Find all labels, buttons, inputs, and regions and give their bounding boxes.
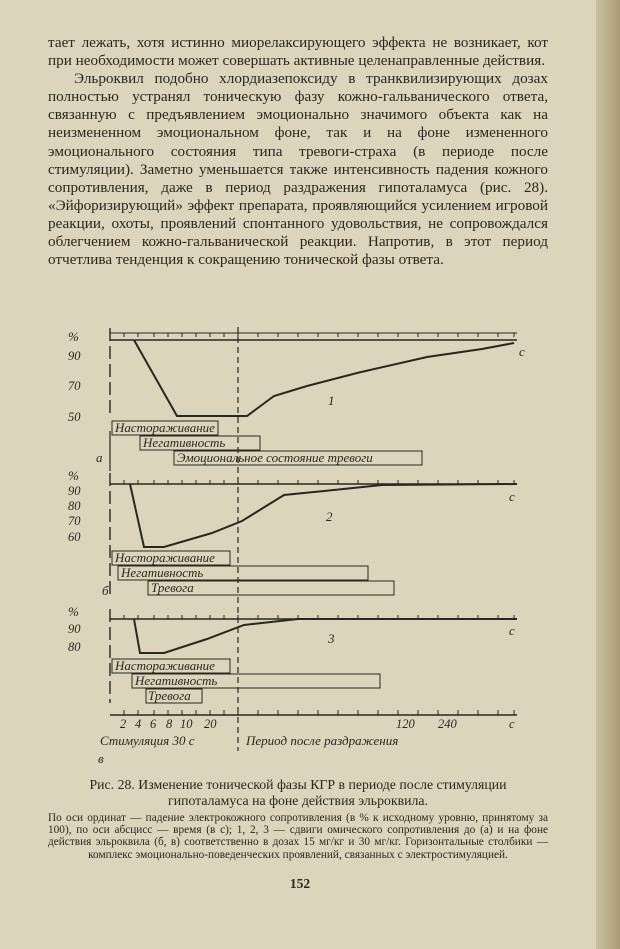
book-spine-edge [596, 0, 620, 949]
curve-2 [130, 484, 517, 547]
figure-legend: По оси ординат — падение электрокожного сопротивления (в % к исходному уровню, принятому за 100), по оси абсцисс — время (в с); 1, 2, 3 — сдвиги омического сопротивления до (а) и на фоне действия эльроквила (б, в) соответственно в дозах 15 мг/кг и 30 мг/кг. Горизонтальные столбики — комплекс эмоционально-поведенческих проявлений, связанных с электростимуляцией. [48, 812, 548, 861]
panel-b-ytick-80: 80 [68, 499, 81, 513]
panel-c [68, 604, 517, 703]
panel-b-bar-3-label: Тревога [151, 580, 194, 595]
time-axis-ticks [124, 710, 514, 715]
panel-b-end-label: c [509, 489, 515, 504]
panel-b-bar-2-label: Негативность [121, 565, 204, 580]
figure-caption: Рис. 28. Изменение тонической фазы КГР в периоде после стимуляции гипоталамуса на фоне действия эльроквила. [89, 777, 507, 808]
paragraph-2: Эльроквил подобно хлордиазепоксиду в транквилизирующих дозах полностью устранял тоническую фазу кожно-гальванического ответа, связанную с предъявлением эмоционально значимого объекта как на неизмененном эмоциональном фоне, так и на фоне измененного эмоционального состояния типа тревоги-страха (в периоде после стимуляции). Заметно уменьшается также интенсивность падения кожного сопротивления, даже в период раздражения гипоталамуса (рис. 28). «Эйфоризирующий» эффект препарата, проявляющийся усилением игровой реакции, охоты, проявлений спонтанного удовольствия, не сопровождался облегчением кожно-гальванической реакции. Напротив, в этот период отчетлива тенденция к сокращению тонической фазы ответа. [48, 70, 548, 269]
panel-a-end-label: c [519, 344, 525, 359]
panel-a-ytick-50: 50 [68, 410, 81, 424]
panel-c-end-label: c [509, 623, 515, 638]
panel-a-ytick-70: 70 [68, 379, 81, 393]
panel-a-bar-2-label: Негативность [143, 435, 226, 450]
panel-a-bar-3-label: Эмоциональное состояние тревоги [177, 450, 373, 465]
time-tick-2: 2 [120, 717, 127, 731]
body-text [48, 34, 548, 269]
panel-b-unit: % [68, 468, 79, 483]
curve-3 [134, 619, 517, 653]
panel-a-time-ticks [124, 333, 514, 337]
panel-c-letter: в [98, 751, 104, 766]
panel-c-bar-1-label: Настораживание [115, 658, 215, 673]
panel-b-ytick-90: 90 [68, 484, 81, 498]
panel-b-letter: б [102, 583, 109, 598]
panel-a-letter: а [96, 450, 103, 465]
figure-28 [62, 323, 532, 768]
curve-1 [134, 340, 514, 416]
panel-b-ytick-70: 70 [68, 514, 81, 528]
time-tick-4: 4 [135, 717, 142, 731]
time-tick-120: 120 [396, 717, 415, 731]
time-tick-6: 6 [150, 717, 157, 731]
panel-c-unit: % [68, 604, 79, 619]
time-tick-20: 20 [204, 717, 217, 731]
time-axis [98, 710, 517, 766]
panel-c-ytick-80: 80 [68, 640, 81, 654]
panel-a-bar-1-label: Настораживание [115, 420, 215, 435]
curve-1-label: 1 [328, 393, 335, 408]
panel-a-ytick-90: 90 [68, 349, 81, 363]
paragraph-1: тает лежать, хотя истинно миорелаксирующего эффекта не возникает, кот при необходимости может совершать активные целенаправленные действия. [48, 34, 548, 70]
panel-b [68, 468, 517, 598]
after-period-label: Период после раздражения [246, 733, 399, 748]
stimulation-label: Стимуляция 30 с [100, 733, 195, 748]
panel-c-bar-3-label: Тревога [148, 688, 191, 703]
time-tick-10: 10 [180, 717, 193, 731]
panel-c-bar-2-label: Негативность [135, 673, 218, 688]
time-tick-8: 8 [166, 717, 173, 731]
time-tick-240: 240 [438, 717, 457, 731]
curve-2-label: 2 [326, 509, 333, 524]
time-axis-unit: c [509, 717, 515, 731]
panel-a-unit: % [68, 329, 79, 344]
curve-3-label: 3 [328, 631, 335, 646]
panel-b-ytick-60: 60 [68, 530, 81, 544]
panel-b-bar-1-label: Настораживание [115, 550, 215, 565]
panel-a [68, 328, 525, 471]
panel-c-ytick-90: 90 [68, 622, 81, 636]
page-number: 152 [289, 876, 311, 891]
